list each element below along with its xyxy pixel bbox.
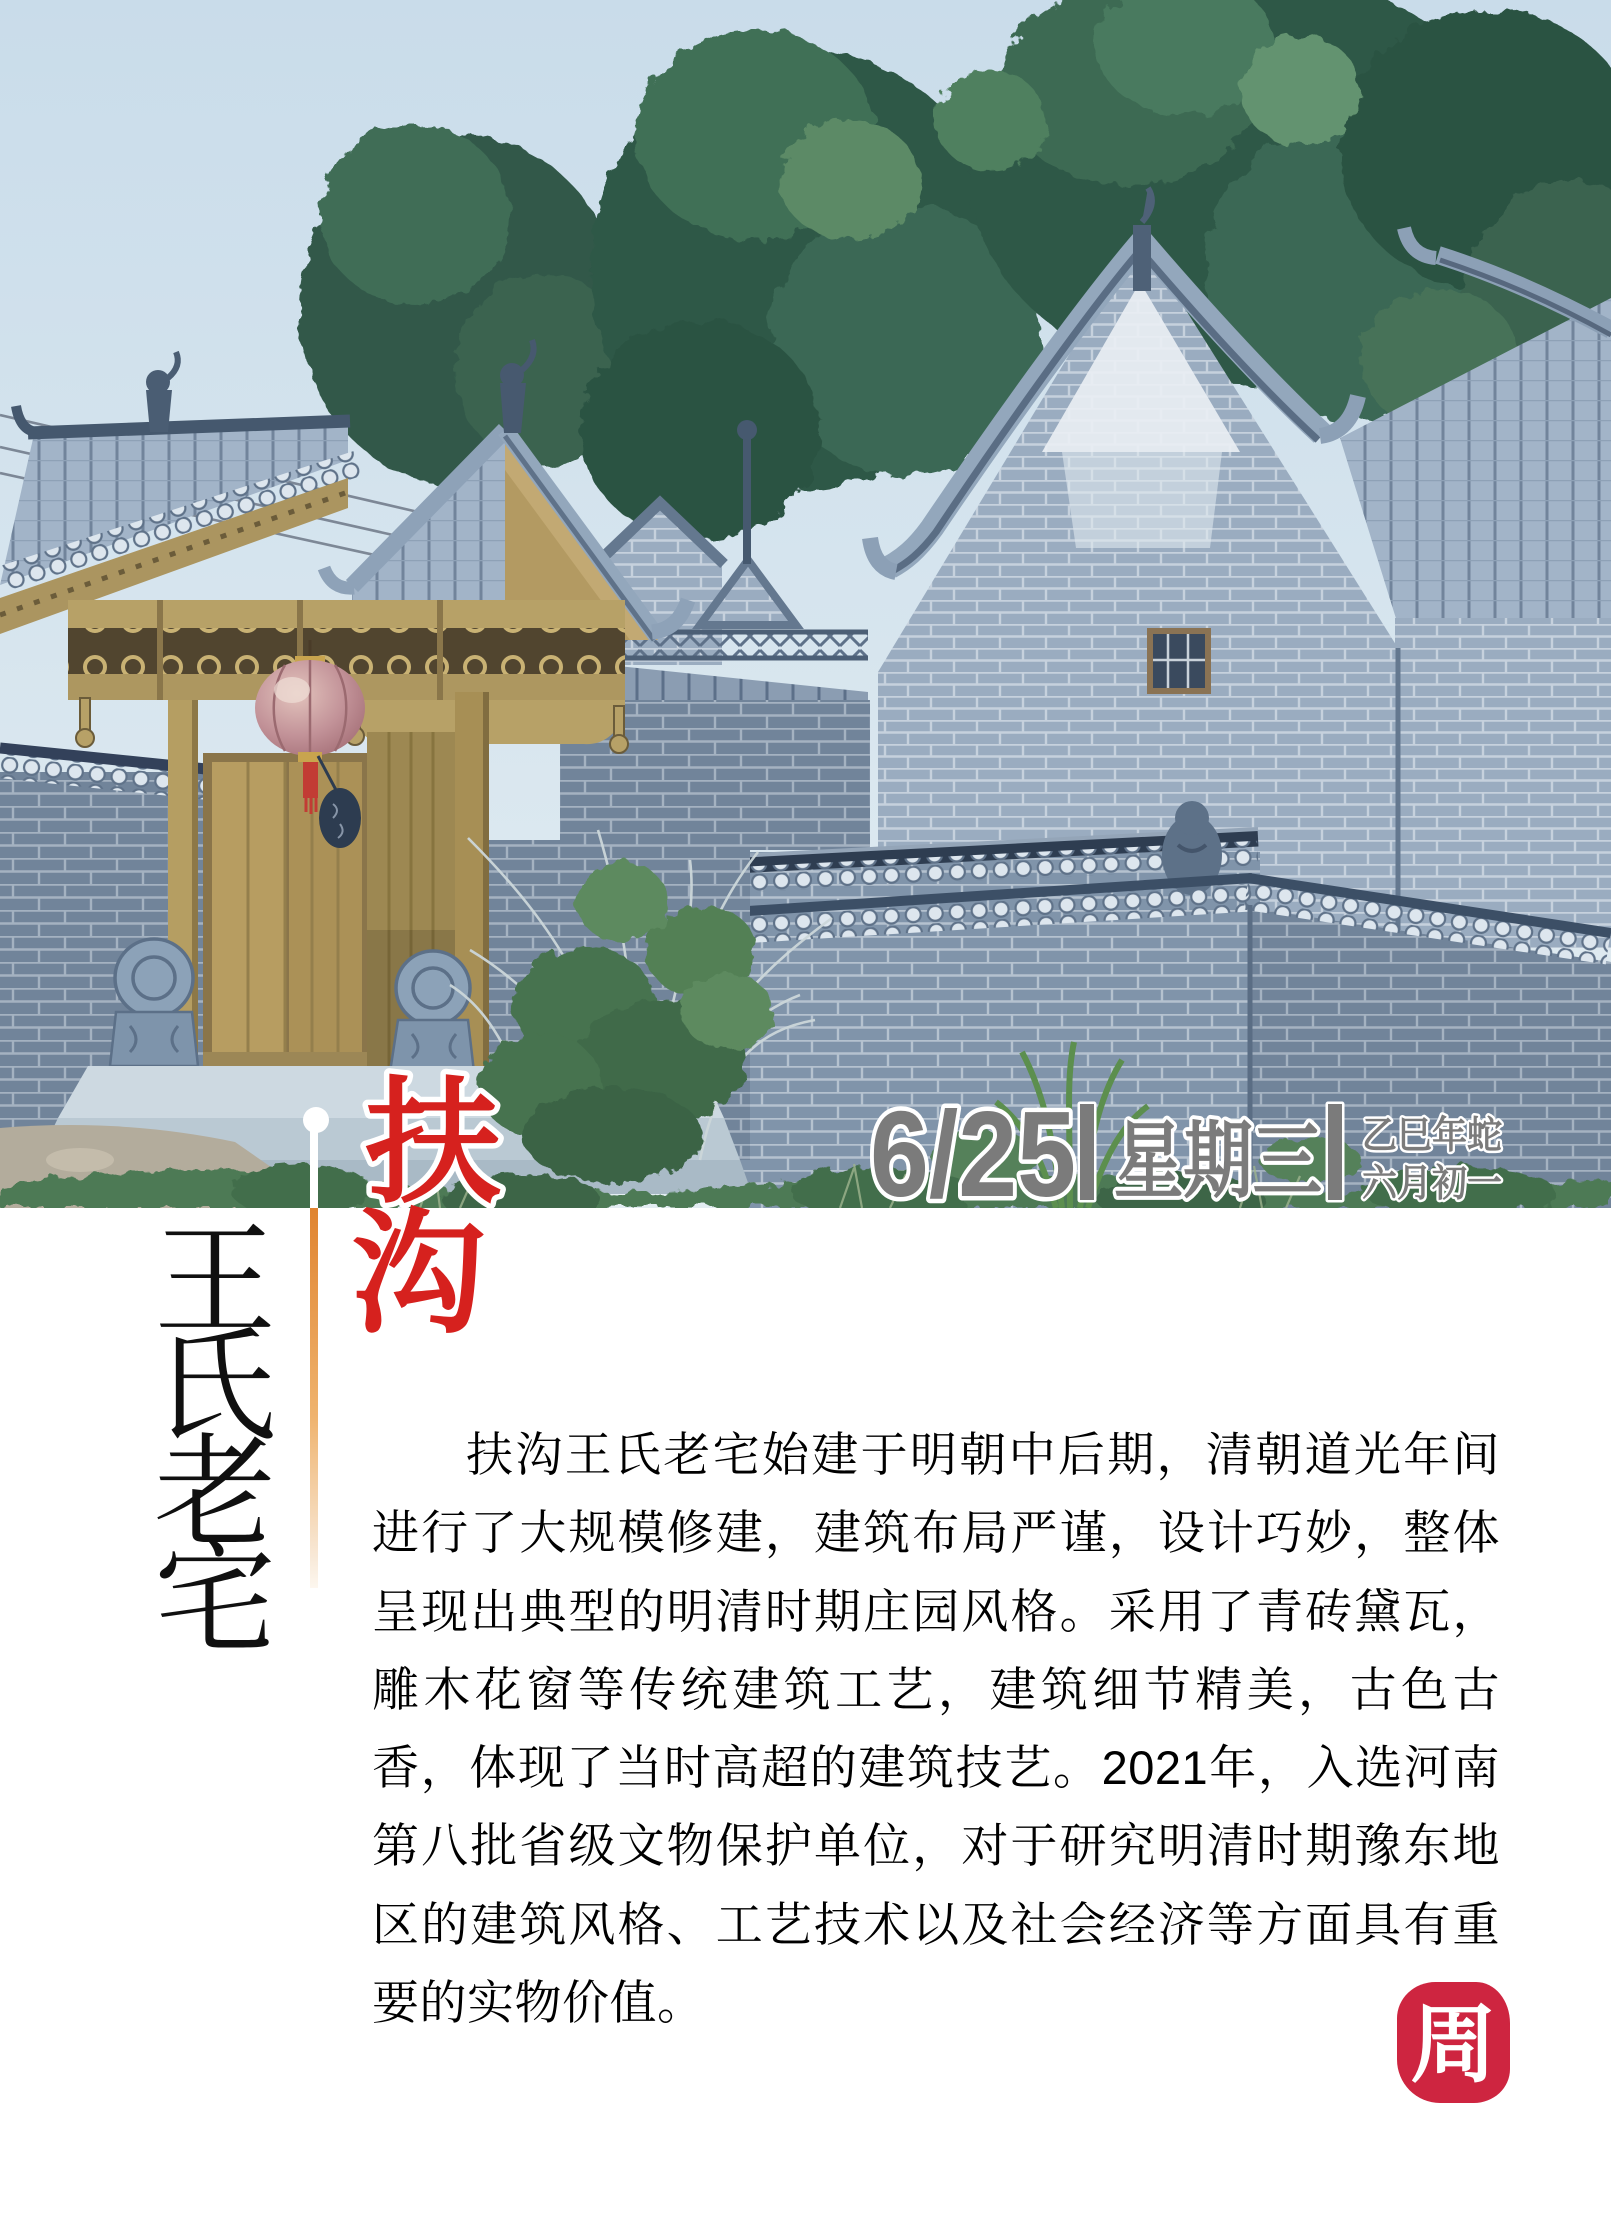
location-char-gou: 沟 [351, 1201, 486, 1349]
description-paragraph: 扶沟王氏老宅始建于明朝中后期，清朝道光年间进行了大规模修建，建筑布局严谨，设计巧妙，整体呈现出典型的明清时期庄园风格。采用了青砖黛瓦，雕木花窗等传统建筑工艺，建筑细节精美，古色古香，体现了当时高超的建筑技艺。2021年，入选河南第八批省级文物保护单位，对于研究明清时期豫东地区的建筑风格、工艺技术以及社会经济等方面具有重要的实物价值。 [372, 1428, 1500, 2030]
date-text: 6/25 [870, 1086, 1076, 1208]
separator-bar-2 [1328, 1104, 1342, 1200]
separator-bar-1 [1080, 1104, 1094, 1200]
gable-window [1150, 631, 1208, 691]
timeline-orange-line [310, 1208, 318, 1588]
title-char: 王 [154, 1215, 276, 1350]
stone-drum-left [110, 939, 198, 1066]
seal-character: 周 [1410, 1996, 1497, 2093]
lunar-date-text: 六月初一 [1362, 1163, 1502, 1205]
red-seal-stamp [1397, 1982, 1510, 2103]
stone-drum-right [390, 951, 474, 1072]
location-char-fu: 扶 [365, 1070, 501, 1208]
weekday-text: 星期三 [1114, 1114, 1322, 1208]
lantern-tassel [303, 762, 318, 798]
ridge-finial-spike [743, 436, 751, 564]
title-char: 老 [154, 1427, 276, 1562]
title-char: 氏 [154, 1321, 276, 1456]
lunar-year-text: 乙巳年蛇 [1362, 1115, 1515, 1157]
vertical-title [140, 1215, 290, 1668]
title-char: 宅 [154, 1533, 276, 1668]
